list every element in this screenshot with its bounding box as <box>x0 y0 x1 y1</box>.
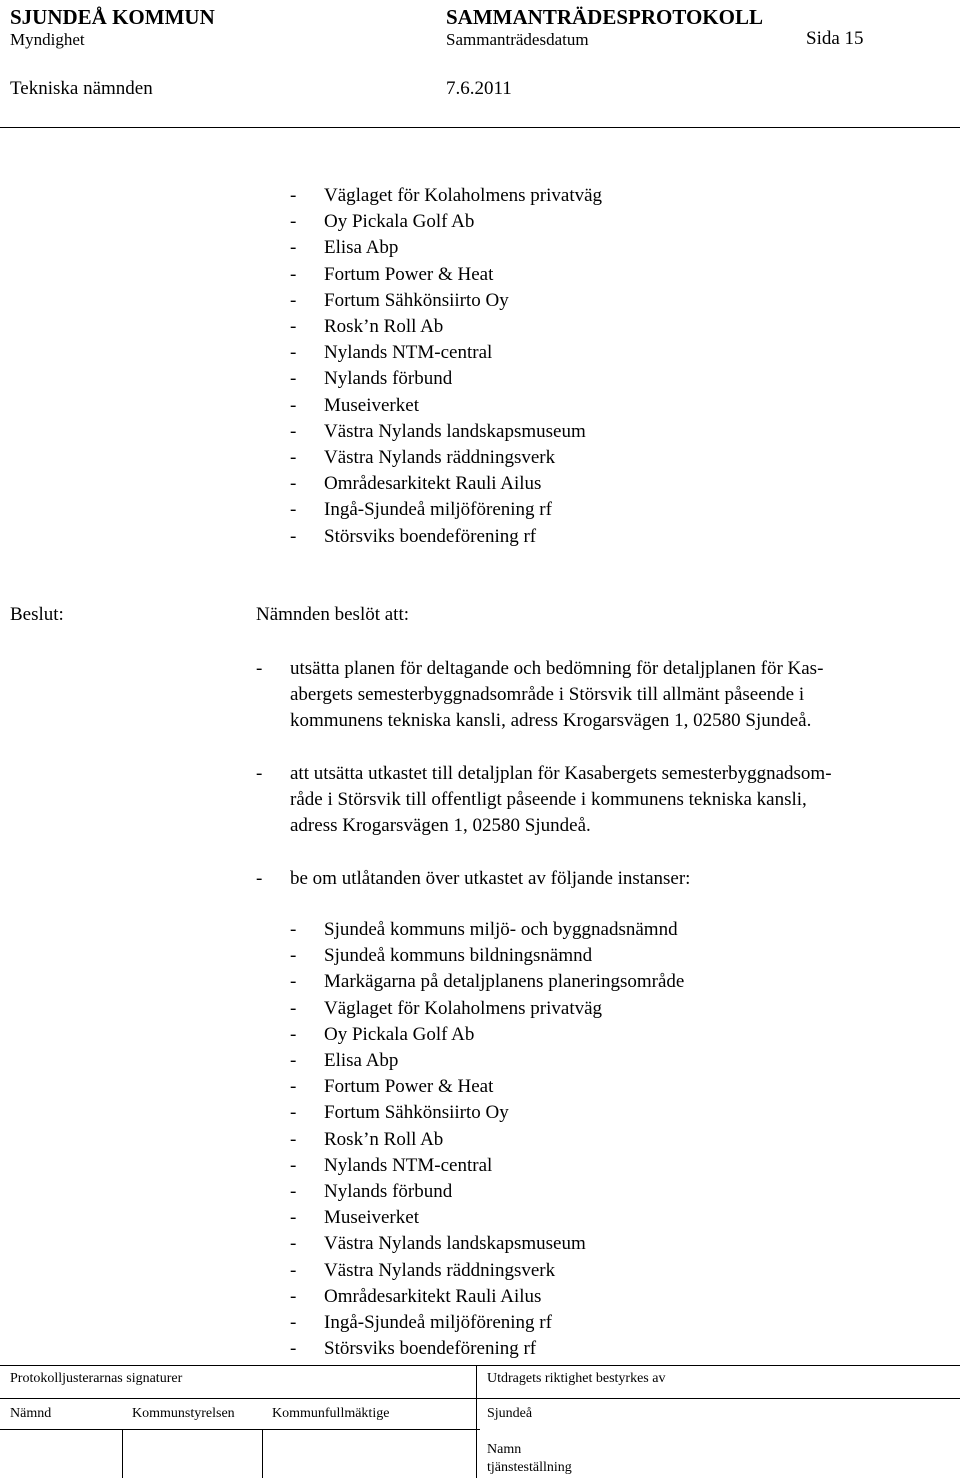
list-item <box>290 1284 684 1310</box>
bullet-dash: - <box>290 368 297 390</box>
bullet-dash: - <box>290 237 297 259</box>
list-item <box>290 524 602 550</box>
list-item <box>290 1127 684 1153</box>
list-item <box>290 366 602 392</box>
list-item <box>290 419 602 445</box>
list-item-text: Oy Pickala Golf Ab <box>324 211 475 233</box>
bullet-dash: - <box>290 394 297 416</box>
list-item <box>290 917 684 943</box>
list-item-text: Rosk’n Roll Ab <box>324 1128 444 1150</box>
list-item-text: Ingå-Sjundeå miljöförening rf <box>324 499 552 521</box>
bullet-dash: - <box>290 1259 297 1281</box>
decision-item-2-line: att utsätta utkastet till detaljplan för Kasabergets semesterbyggnadsom- <box>290 763 832 784</box>
list-item <box>290 1336 684 1362</box>
list-item-text: Fortum Sähkönsiirto Oy <box>324 289 509 311</box>
footer-name-label: Namn <box>487 1442 522 1457</box>
list-item-text: Västra Nylands landskapsmuseum <box>324 420 586 442</box>
bullet-dash: - <box>256 763 263 784</box>
list-item <box>290 288 602 314</box>
decision-item-3 <box>256 866 691 892</box>
document-type: SAMMANTRÄDESPROTOKOLL <box>446 5 763 29</box>
footer-col-kommunstyrelsen: Kommunstyrelsen <box>132 1406 235 1421</box>
list-item-text: Nylands förbund <box>324 1181 453 1203</box>
bullet-dash: - <box>290 971 297 993</box>
footer-vrule <box>262 1429 263 1478</box>
decision-item-1 <box>256 656 824 735</box>
decision-item-1-line: utsätta planen för deltagande och bedömning för detaljplanen för Kas- <box>290 658 824 679</box>
list-item-text: Väglaget för Kolaholmens privatväg <box>324 997 603 1019</box>
bullet-dash: - <box>290 1285 297 1307</box>
footer-col-rule <box>0 1429 480 1430</box>
list-item <box>290 262 602 288</box>
bullet-dash: - <box>290 1233 297 1255</box>
authority-label: Myndighet <box>10 30 85 49</box>
list-item-text: Områdesarkitekt Rauli Ailus <box>324 1285 542 1307</box>
footer-top-rule <box>0 1365 960 1366</box>
decision-item-1-line: abergets semesterbyggnadsområde i Störsvik till allmänt påseende i <box>290 684 805 706</box>
bullet-dash: - <box>290 1312 297 1334</box>
list-item-text: Områdesarkitekt Rauli Ailus <box>324 473 542 495</box>
decision-intro: Nämnden beslöt att: <box>256 604 410 625</box>
decision-label: Beslut: <box>10 604 64 625</box>
decision-item-2-line: råde i Störsvik till offentligt påseende i kommunens tekniska kansli, <box>290 789 807 811</box>
list-item-text: Fortum Power & Heat <box>324 1076 494 1098</box>
bullet-dash: - <box>290 342 297 364</box>
list-item-text: Rosk’n Roll Ab <box>324 316 444 338</box>
bullet-dash: - <box>256 868 263 889</box>
footer-col-kommunfullmaktige: Kommunfullmäktige <box>272 1406 390 1421</box>
list-item <box>290 943 684 969</box>
bullet-dash: - <box>290 1338 297 1360</box>
footer-position-label: tjänsteställning <box>487 1460 572 1475</box>
bullet-dash: - <box>290 211 297 233</box>
list-item-text: Nylands NTM-central <box>324 1154 493 1176</box>
list-item <box>290 1179 684 1205</box>
list-item <box>290 1310 684 1336</box>
bullet-dash: - <box>290 263 297 285</box>
list-item-text: Nylands NTM-central <box>324 342 493 364</box>
bullet-dash: - <box>290 1128 297 1150</box>
date-label: Sammanträdesdatum <box>446 30 589 49</box>
bullet-dash: - <box>290 1207 297 1229</box>
bullet-dash: - <box>290 997 297 1019</box>
bullet-dash: - <box>290 289 297 311</box>
bullet-dash: - <box>256 658 263 679</box>
top-recipient-list <box>290 183 602 550</box>
bullet-dash: - <box>290 1076 297 1098</box>
decision-item-1-line: kommunens tekniska kansli, adress Krogarsvägen 1, 02580 Sjundeå. <box>290 710 812 732</box>
list-item <box>290 1258 684 1284</box>
decision-item-2 <box>256 761 832 840</box>
bullet-dash: - <box>290 1154 297 1176</box>
bottom-recipient-list <box>290 917 684 1362</box>
list-item <box>290 1048 684 1074</box>
footer-vrule <box>476 1365 477 1478</box>
list-item <box>290 235 602 261</box>
list-item <box>290 445 602 471</box>
list-item-text: Störsviks boendeförening rf <box>324 1338 537 1360</box>
list-item-text: Elisa Abp <box>324 237 399 259</box>
list-item <box>290 969 684 995</box>
list-item <box>290 1153 684 1179</box>
list-item-text: Fortum Power & Heat <box>324 263 494 285</box>
list-item-text: Västra Nylands räddningsverk <box>324 447 556 469</box>
bullet-dash: - <box>290 185 297 206</box>
footer-vrule <box>122 1429 123 1478</box>
list-item <box>290 996 684 1022</box>
bullet-dash: - <box>290 945 297 967</box>
list-item-text: Störsviks boendeförening rf <box>324 525 537 547</box>
list-item-text: Markägarna på detaljplanens planeringsområde <box>324 971 685 993</box>
bullet-dash: - <box>290 447 297 469</box>
bullet-dash: - <box>290 473 297 495</box>
certified-label: Utdragets riktighet bestyrkes av <box>487 1371 666 1386</box>
signatures-label: Protokolljusterarnas signaturer <box>10 1371 183 1386</box>
footer-mid-rule <box>0 1398 960 1399</box>
list-item <box>290 393 602 419</box>
list-item <box>290 340 602 366</box>
footer-place: Sjundeå <box>487 1406 533 1421</box>
bullet-dash: - <box>290 420 297 442</box>
list-item-text: Västra Nylands räddningsverk <box>324 1259 556 1281</box>
list-item-text: Sjundeå kommuns bildningsnämnd <box>324 945 593 967</box>
bullet-dash: - <box>290 919 297 940</box>
list-item-text: Elisa Abp <box>324 1050 399 1072</box>
bullet-dash: - <box>290 525 297 547</box>
header-divider <box>0 127 960 128</box>
decision-item-2-line: adress Krogarsvägen 1, 02580 Sjundeå. <box>290 815 591 837</box>
list-item-text: Väglaget för Kolaholmens privatväg <box>324 185 603 206</box>
list-item-text: Nylands förbund <box>324 368 453 390</box>
meeting-date: 7.6.2011 <box>446 78 512 99</box>
list-item <box>290 1205 684 1231</box>
decision-item-3-line: be om utlåtanden över utkastet av följande instanser: <box>290 868 691 889</box>
list-item <box>290 1074 684 1100</box>
page-number: Sida 15 <box>806 28 864 49</box>
bullet-dash: - <box>290 1023 297 1045</box>
list-item <box>290 497 602 523</box>
bullet-dash: - <box>290 1181 297 1203</box>
list-item-text: Fortum Sähkönsiirto Oy <box>324 1102 509 1124</box>
bullet-dash: - <box>290 499 297 521</box>
list-item <box>290 471 602 497</box>
bullet-dash: - <box>290 1102 297 1124</box>
list-item <box>290 1022 684 1048</box>
authority-name: Tekniska nämnden <box>10 78 153 99</box>
list-item <box>290 1100 684 1126</box>
bullet-dash: - <box>290 1050 297 1072</box>
list-item-text: Oy Pickala Golf Ab <box>324 1023 475 1045</box>
org-name: SJUNDEÅ KOMMUN <box>10 5 215 29</box>
list-item-text: Ingå-Sjundeå miljöförening rf <box>324 1312 552 1334</box>
list-item <box>290 183 602 209</box>
list-item-text: Sjundeå kommuns miljö- och byggnadsnämnd <box>324 919 678 940</box>
list-item <box>290 209 602 235</box>
list-item <box>290 1231 684 1257</box>
list-item-text: Museiverket <box>324 394 419 416</box>
list-item <box>290 314 602 340</box>
list-item-text: Västra Nylands landskapsmuseum <box>324 1233 586 1255</box>
list-item-text: Museiverket <box>324 1207 419 1229</box>
bullet-dash: - <box>290 316 297 338</box>
footer-col-namnd: Nämnd <box>10 1406 52 1421</box>
